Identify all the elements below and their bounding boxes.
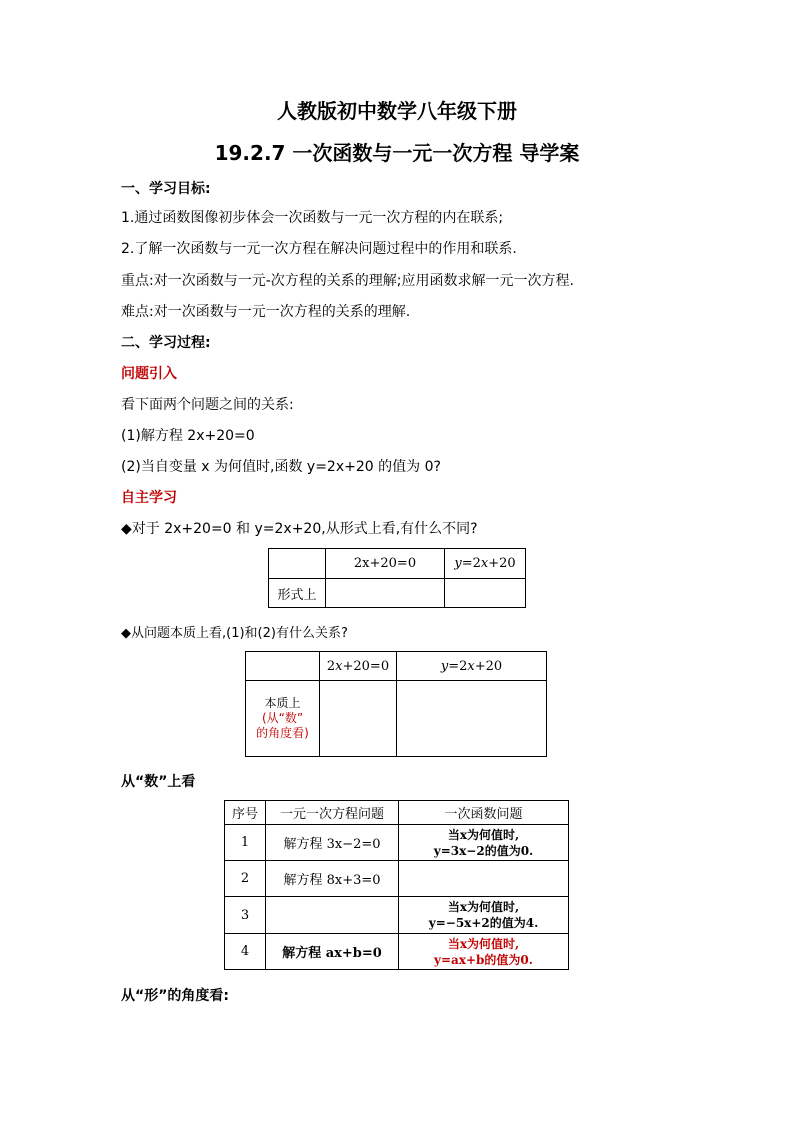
table3-row3-no: 3 [225,897,266,934]
table3-row2-eq: 解方程 8x+3=0 [266,861,399,897]
page-title: 人教版初中数学八年级下册 [277,99,517,123]
table-row [225,934,569,970]
table2-corner [246,652,320,681]
bullet-form: ◆对于 2x+20=0 和 y=2x+20,从形式上看,有什么不同? [121,521,478,537]
table1-row-label: 形式上 [269,579,326,608]
numeric-heading: 从“数”上看 [121,774,196,790]
number-view-table [224,800,569,970]
goal-2: 2.了解一次函数与一元一次方程在解决问题过程中的作用和联系. [121,241,517,257]
table3-header-eq: 一元一次方程问题 [266,801,399,825]
table1-col1: 2x+20=0 [326,549,445,579]
table3-row2-no: 2 [225,861,266,897]
table-row [225,897,569,934]
table2-col1: 2x+20=0 [320,652,397,681]
key-point: 重点:对一次函数与一元-次方程的关系的理解;应用函数求解一元一次方程. [121,273,574,289]
difficulty-point: 难点:对一次函数与一元一次方程的关系的理解. [121,304,411,320]
table1-corner [269,549,326,579]
table-row [225,861,569,897]
table3-row1-fn: 当x为何值时, y=3x−2的值为0. [399,825,569,861]
question-2: (2)当自变量 x 为何值时,函数 y=2x+20 的值为 0? [121,459,441,475]
goal-1: 1.通过函数图像初步体会一次函数与一元一次方程的内在联系; [121,210,504,226]
form-compare-table [268,548,526,608]
table-row [225,825,569,861]
page-subtitle: 19.2.7 一次函数与一元一次方程 导学案 [214,141,580,165]
table3-row4-fn: 当x为何值时, y=ax+b的值为0. [399,934,569,970]
table3-row2-fn [399,861,569,897]
table3-row4-eq: 解方程 ax+b=0 [266,934,399,970]
intro-heading: 问题引入 [121,366,177,382]
table2-row-label: 本质上 (从“数” 的角度看) [246,681,320,757]
table2-cell-2 [397,681,547,757]
table2-col2: y=2x+20 [397,652,547,681]
table3-row1-eq: 解方程 3x−2=0 [266,825,399,861]
table3-row1-no: 1 [225,825,266,861]
table3-header-fn: 一次函数问题 [399,801,569,825]
section1-heading: 一、学习目标: [121,181,211,197]
table3-row4-no: 4 [225,934,266,970]
table2-cell-1 [320,681,397,757]
table3-header-no: 序号 [225,801,266,825]
intro-text: 看下面两个问题之间的关系: [121,397,294,413]
essence-compare-table [245,651,547,757]
table1-col2: y=2x+20 [445,549,526,579]
table1-cell-1 [326,579,445,608]
self-study-heading: 自主学习 [121,490,177,506]
bullet-essence: ◆从问题本质上看,(1)和(2)有什么关系? [121,626,348,641]
question-1: (1)解方程 2x+20=0 [121,428,255,444]
table1-cell-2 [445,579,526,608]
shape-heading: 从“形”的角度看: [121,988,230,1004]
table3-row3-eq [266,897,399,934]
section2-heading: 二、学习过程: [121,335,211,351]
table3-row3-fn: 当x为何值时, y=−5x+2的值为4. [399,897,569,934]
